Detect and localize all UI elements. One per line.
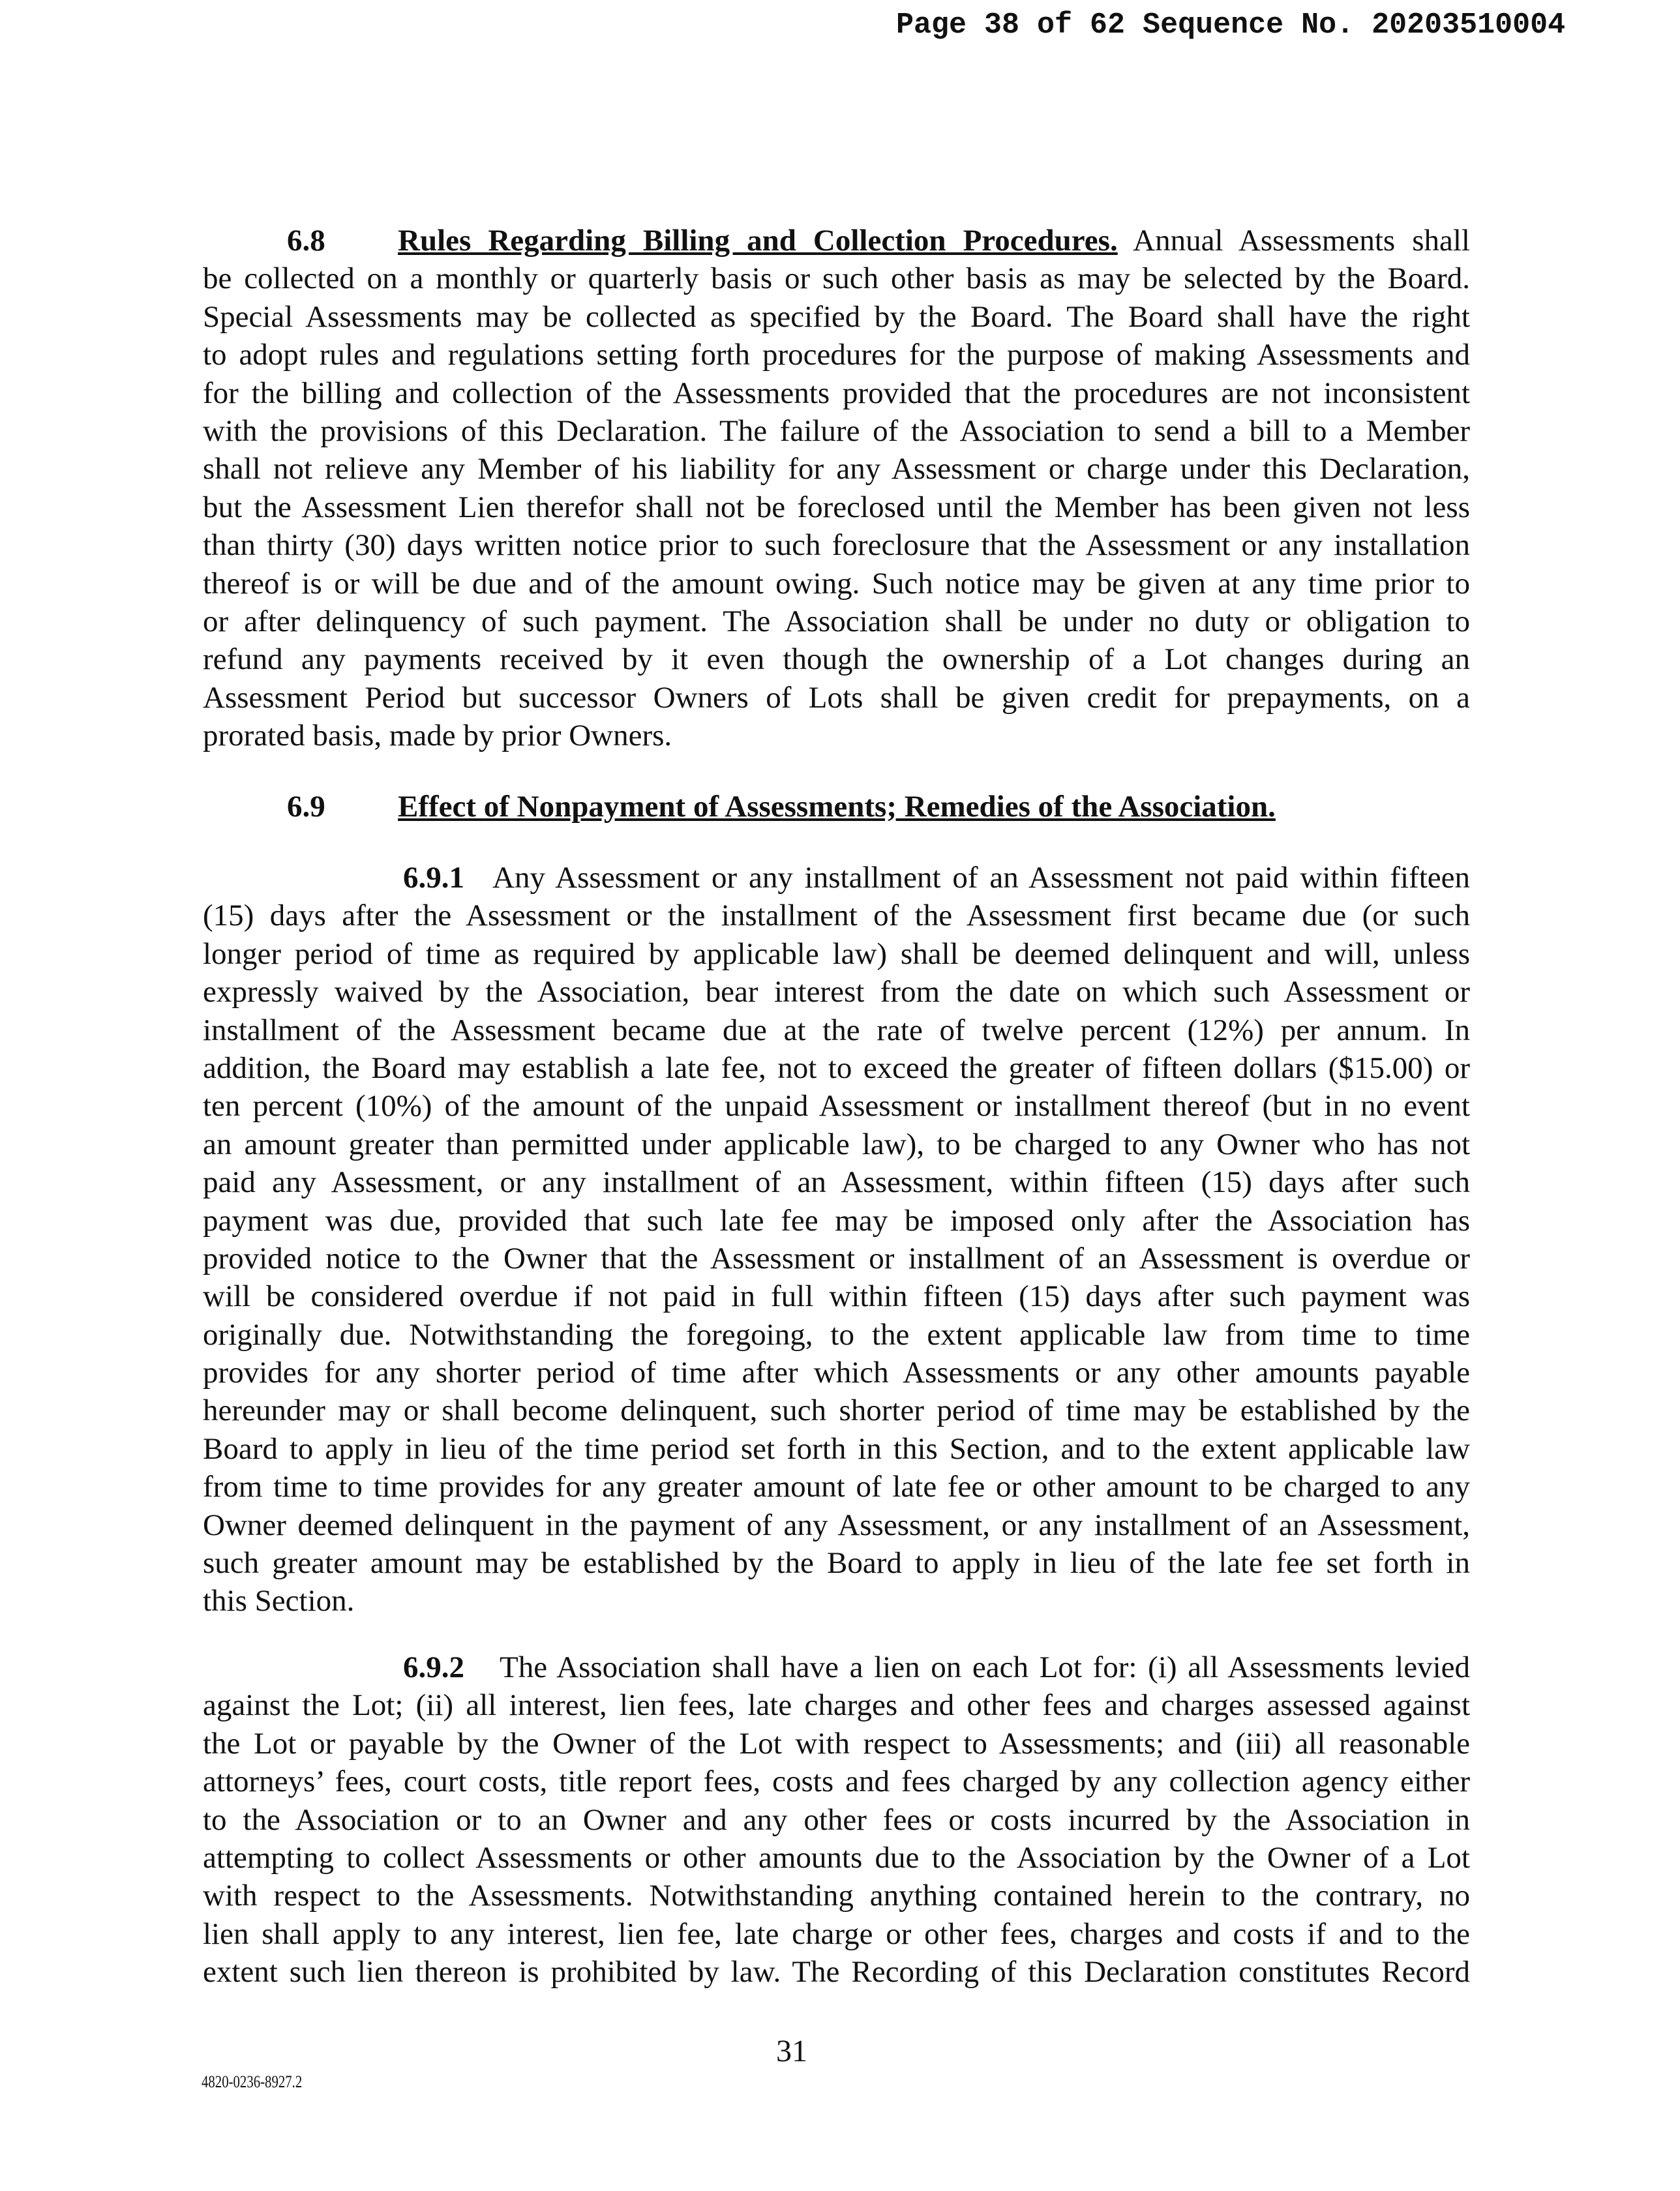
line-text: against the Lot; (ii) all interest, lien fees, late charges and other fees and charges assessed against (203, 1688, 1470, 1723)
text-line (203, 374, 1470, 412)
text-line (203, 488, 1470, 526)
section-title: Rules Regarding Billing and Collection Procedures. (398, 224, 1118, 258)
line-text: Assessment Period but successor Owners of Lots shall be given credit for prepayments, on a (203, 680, 1470, 715)
line-text: paid any Assessment, or any installment of an Assessment, within fifteen (15) days after such (203, 1165, 1470, 1200)
line-text: addition, the Board may establish a late fee, not to exceed the greater of fifteen dollars ($15.00) or (203, 1051, 1470, 1085)
section-number: 6.9.1 (403, 861, 464, 895)
section-number: 6.8 (287, 224, 325, 258)
text-line (203, 1686, 1470, 1724)
text-line (203, 1277, 1470, 1315)
text-line (203, 412, 1470, 450)
text-line (203, 679, 1470, 717)
text-line (203, 1392, 1470, 1429)
text-line (203, 1316, 1470, 1354)
section-6-8-first-line (203, 222, 1470, 260)
text-line (203, 935, 1470, 973)
text-line (203, 1240, 1470, 1277)
line-text: but the Assessment Lien therefor shall not be foreclosed until the Member has been given not less (203, 490, 1470, 524)
section-6-9-heading (203, 788, 1470, 826)
text-line (203, 1125, 1470, 1163)
text-line (203, 1202, 1470, 1240)
line-text: such greater amount may be established by the Board to apply in lieu of the late fee set forth in (203, 1546, 1470, 1581)
page-sequence-header: Page 38 of 62 Sequence No. 20203510004 (896, 8, 1566, 42)
text-line (203, 565, 1470, 603)
text-line (203, 1763, 1470, 1800)
section-number: 6.9 (287, 790, 325, 824)
line-text: lien shall apply to any interest, lien fee, late charge or other fees, charges and costs if and to the (203, 1916, 1470, 1951)
text-line (203, 1163, 1470, 1201)
line-text: Owner deemed delinquent in the payment of any Assessment, or any installment of an Assessment, (203, 1508, 1470, 1542)
section-number: 6.9.2 (403, 1650, 464, 1684)
text-line (203, 1582, 1470, 1620)
text-line (203, 973, 1470, 1011)
section-6-9-1 (203, 859, 1470, 1620)
text-line (203, 1953, 1470, 1991)
text-line (203, 1430, 1470, 1468)
text-line (203, 450, 1470, 488)
section-6-9-2-first-line (203, 1648, 1470, 1686)
text-line (203, 640, 1470, 678)
text-line (203, 1506, 1470, 1544)
line-text: this Section. (203, 1584, 355, 1618)
section-6-9-1-first-line (203, 859, 1470, 897)
text-line (203, 1801, 1470, 1839)
paragraph-text: Annual Assessments shall (1133, 224, 1470, 258)
line-text: shall not relieve any Member of his liability for any Assessment or charge under this Declaration, (203, 452, 1470, 486)
text-line (203, 1839, 1470, 1877)
line-text: attorneys’ fees, court costs, title report fees, costs and fees charged by any collection agency either (203, 1765, 1470, 1799)
text-line (203, 526, 1470, 564)
line-text: thereof is or will be due and of the amount owing. Such notice may be given at any time prior to (203, 566, 1470, 601)
line-text: than thirty (30) days written notice prior to such foreclosure that the Assessment or any installation (203, 528, 1470, 563)
line-text: be collected on a monthly or quarterly basis or such other basis as may be selected by the Board. (203, 261, 1470, 296)
line-text: refund any payments received by it even though the ownership of a Lot changes during an (203, 642, 1470, 677)
text-line (203, 336, 1470, 374)
line-text: or after delinquency of such payment. The Association shall be under no duty or obligation to (203, 604, 1470, 638)
text-line (203, 1011, 1470, 1049)
paragraph-text: Any Assessment or any installment of an Assessment not paid within fifteen (492, 861, 1470, 895)
line-text: provided notice to the Owner that the Assessment or installment of an Assessment is overdue or (203, 1241, 1470, 1275)
line-text: originally due. Notwithstanding the foregoing, to the extent applicable law from time to time (203, 1317, 1470, 1352)
text-line (203, 1725, 1470, 1763)
text-line (203, 1915, 1470, 1953)
line-text: with respect to the Assessments. Notwithstanding anything contained herein to the contrary, no (203, 1879, 1470, 1913)
page-number: 31 (776, 2034, 807, 2068)
text-line (203, 603, 1470, 640)
text-line (203, 1877, 1470, 1915)
line-text: to adopt rules and regulations setting forth procedures for the purpose of making Assessments and (203, 338, 1470, 372)
text-line (203, 1087, 1470, 1125)
line-text: to the Association or to an Owner and any other fees or costs incurred by the Association in (203, 1802, 1470, 1837)
section-6-9-2 (203, 1648, 1470, 1991)
line-text: with the provisions of this Declaration. The failure of the Association to send a bill to a Member (203, 413, 1470, 448)
line-text: prorated basis, made by prior Owners. (203, 719, 672, 753)
line-text: extent such lien thereon is prohibited by law. The Recording of this Declaration constitutes Record (203, 1955, 1470, 1990)
line-text: (15) days after the Assessment or the installment of the Assessment first became due (or such (203, 899, 1470, 933)
line-text: expressly waived by the Association, bear interest from the date on which such Assessment or (203, 975, 1470, 1009)
line-text: installment of the Assessment became due at the rate of twelve percent (12%) per annum. In (203, 1013, 1470, 1047)
document-id: 4820-0236-8927.2 (202, 2072, 303, 2091)
text-line (203, 1354, 1470, 1392)
line-text: the Lot or payable by the Owner of the Lot with respect to Assessments; and (iii) all reasonable (203, 1726, 1470, 1761)
text-line (203, 897, 1470, 934)
line-text: for the billing and collection of the Assessments provided that the procedures are not inconsistent (203, 376, 1470, 410)
line-text: longer period of time as required by applicable law) shall be deemed delinquent and will, unless (203, 936, 1470, 971)
text-line (203, 717, 1470, 754)
line-text: hereunder may or shall become delinquent, such shorter period of time may be established by the (203, 1394, 1470, 1428)
section-title: Effect of Nonpayment of Assessments; Remedies of the Association. (398, 790, 1276, 824)
text-line (203, 298, 1470, 336)
text-line (203, 1468, 1470, 1506)
line-text: payment was due, provided that such late fee may be imposed only after the Association has (203, 1203, 1470, 1238)
paragraph-text: The Association shall have a lien on each Lot for: (i) all Assessments levied (500, 1650, 1470, 1684)
text-line (203, 260, 1470, 297)
line-text: Board to apply in lieu of the time period set forth in this Section, and to the extent applicable law (203, 1431, 1470, 1466)
text-line (203, 1049, 1470, 1087)
line-text: attempting to collect Assessments or other amounts due to the Association by the Owner of a Lot (203, 1840, 1470, 1875)
line-text: will be considered overdue if not paid in full within fifteen (15) days after such payment was (203, 1279, 1470, 1314)
text-line (203, 1544, 1470, 1582)
line-text: from time to time provides for any greater amount of late fee or other amount to be charged to any (203, 1470, 1470, 1504)
line-text: an amount greater than permitted under applicable law), to be charged to any Owner who has not (203, 1127, 1470, 1161)
line-text: provides for any shorter period of time after which Assessments or any other amounts payable (203, 1356, 1470, 1390)
line-text: ten percent (10%) of the amount of the unpaid Assessment or installment thereof (but in no event (203, 1089, 1470, 1124)
section-6-8 (203, 222, 1470, 754)
line-text: Special Assessments may be collected as specified by the Board. The Board shall have the right (203, 299, 1470, 334)
heading-line (203, 788, 1470, 826)
